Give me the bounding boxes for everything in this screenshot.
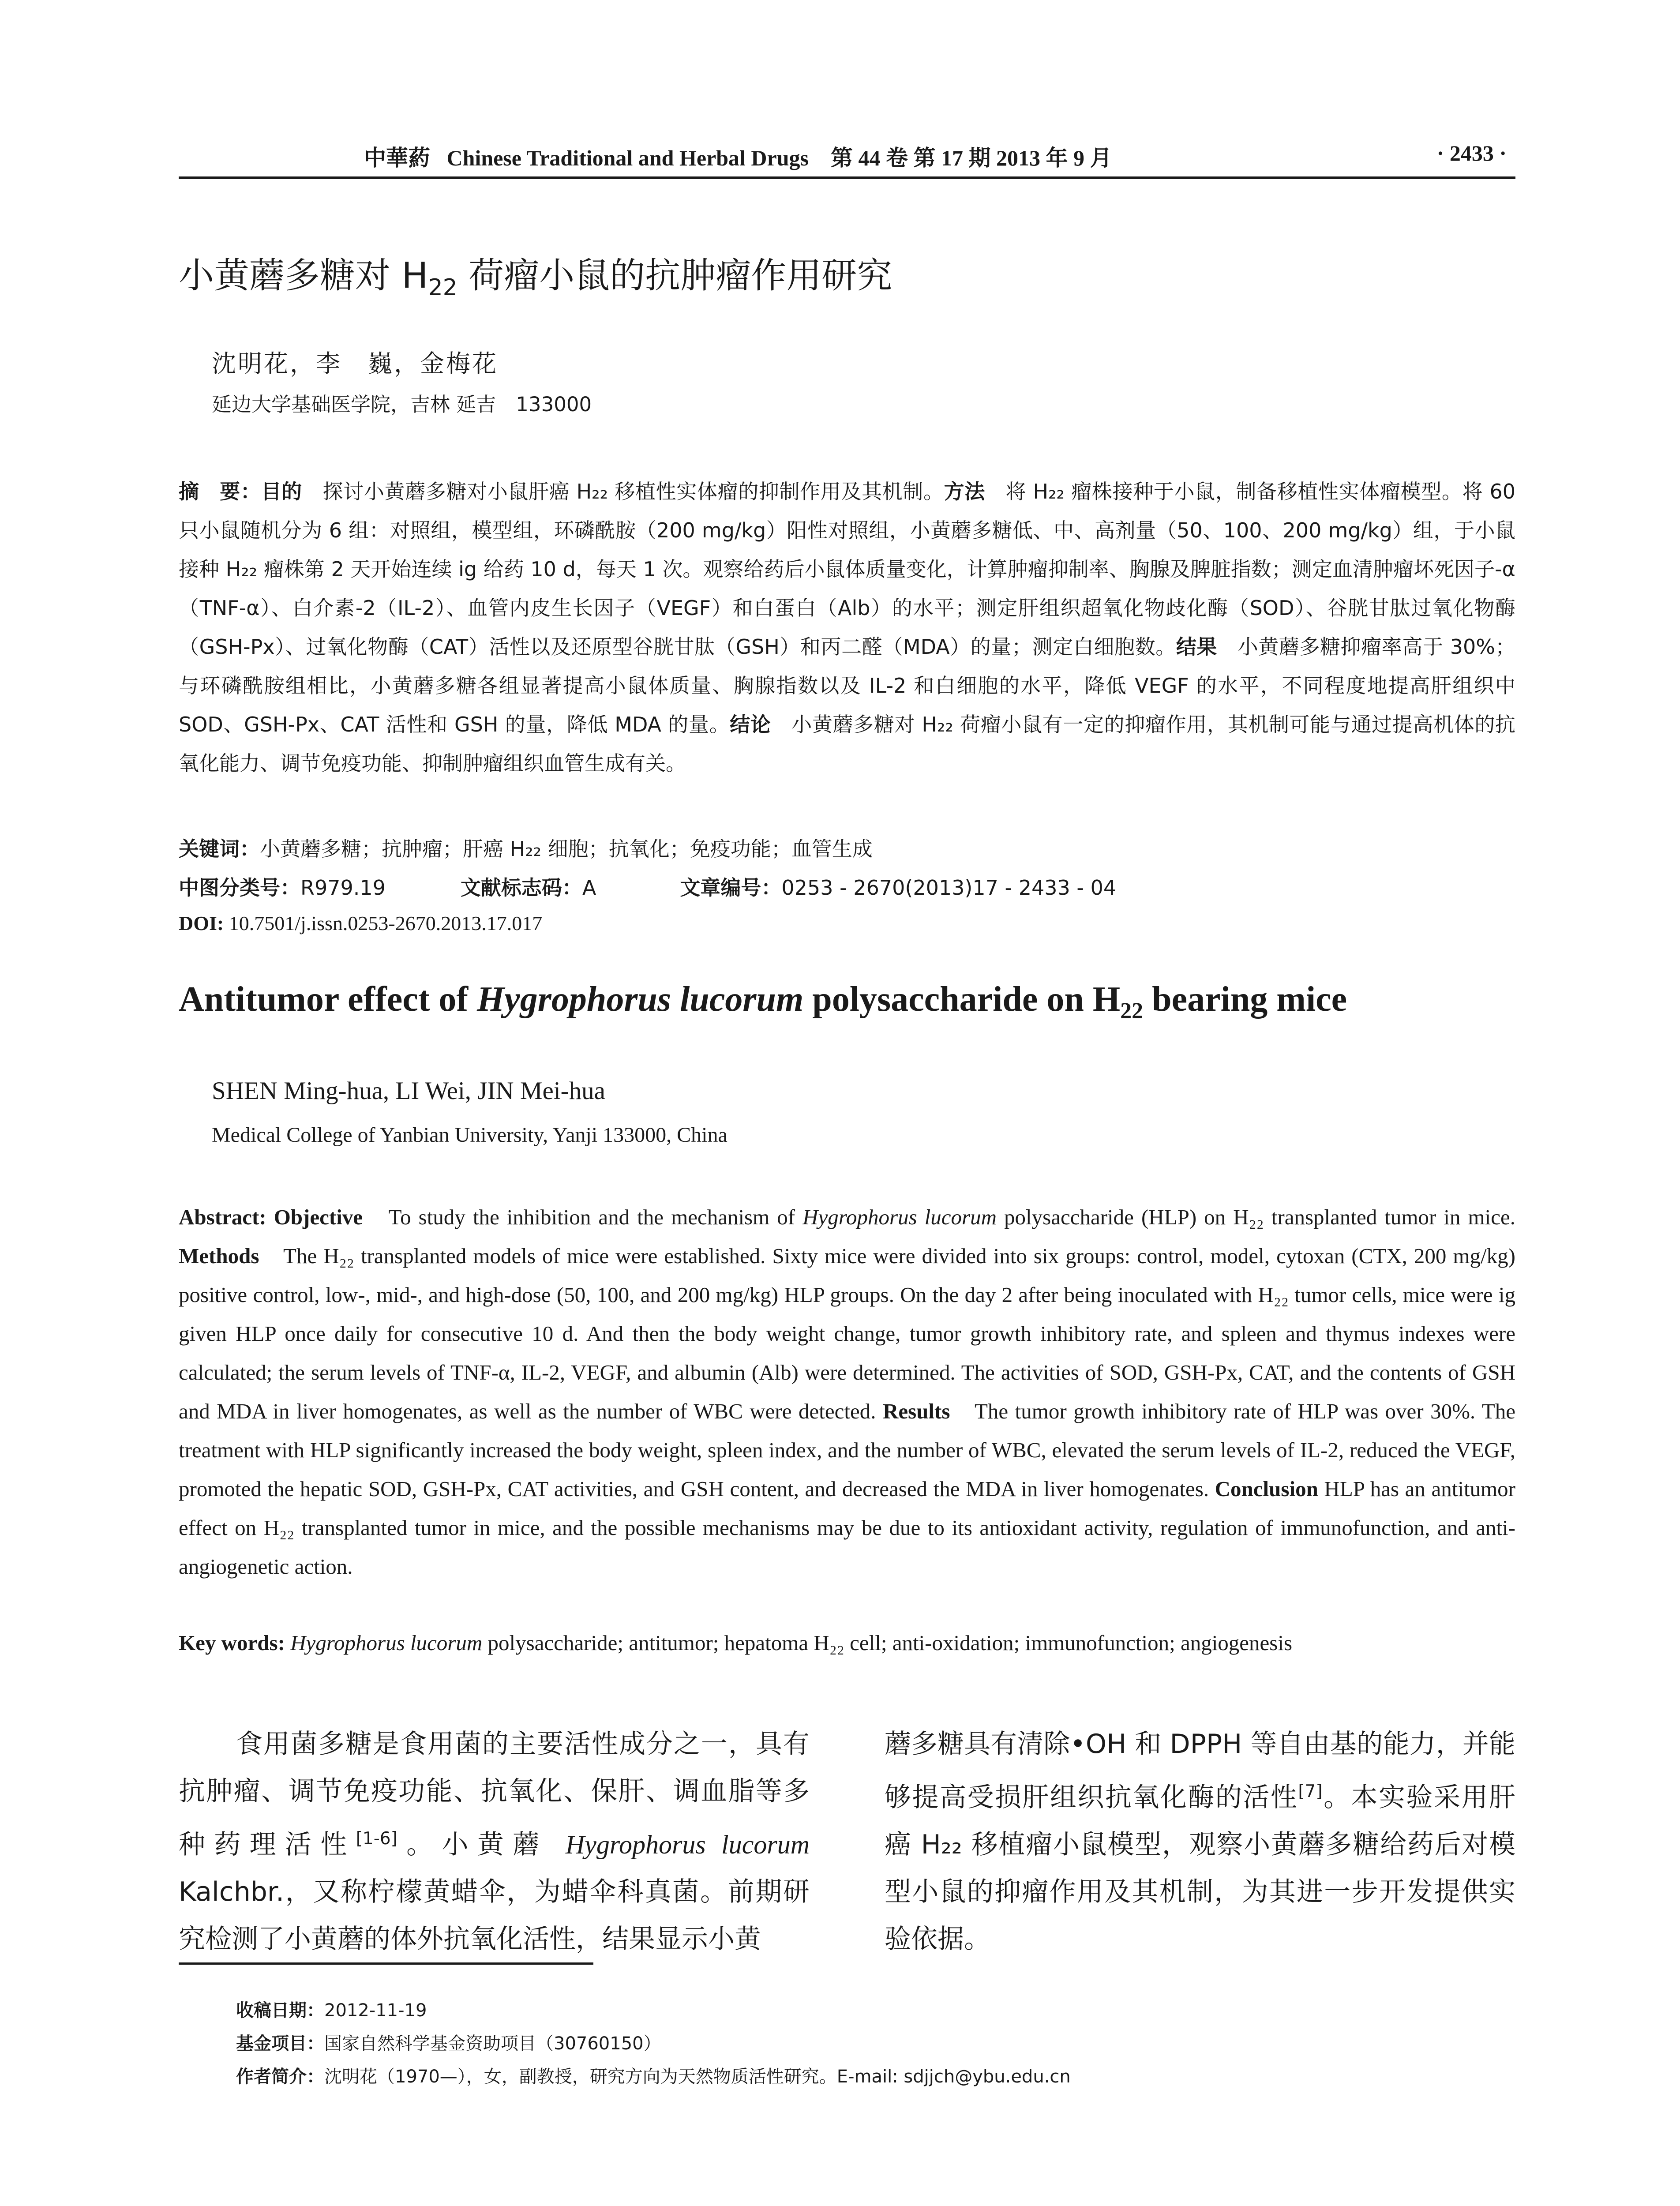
en-title-sub: 22: [1120, 998, 1144, 1024]
cn-objective-label: 目的: [261, 480, 302, 503]
en-abstract-label: Abstract: Objective: [179, 1205, 363, 1229]
cn-conclusion-label: 结论: [730, 713, 771, 736]
cn-results-label: 结果: [1176, 635, 1218, 659]
body-column-left: [179, 1721, 810, 1963]
en-objective-species: Hygrophorus lucorum: [802, 1205, 997, 1229]
body-text: 。小黄蘑: [397, 1829, 566, 1860]
body-text: Kalchbr.，又称柠檬黄蜡伞，为蜡伞科真菌。前期研究检测了小黄蘑的体外抗氧化活性，结果显示小黄: [179, 1876, 810, 1955]
citation-ref: [7]: [1298, 1782, 1323, 1801]
cn-results-text: 小黄蘑多糖抑瘤率高于 30%；与环磷酰胺组相比，小黄蘑多糖各组显著提高小鼠体质量、胸腺指数以及 IL-2 和白细胞的水平，降低 VEGF 的水平，不同程度地提高肝组织中 SOD、GSH-Px、CAT 活性和 GSH 的量，降低 MDA 的量。: [179, 635, 1515, 736]
cn-objective-text: 探讨小黄蘑多糖对小鼠肝癌 H₂₂ 移植性实体瘤的抑制作用及其机制。: [302, 480, 944, 503]
journal-cn-logo: 中華葯: [364, 146, 430, 170]
journal-en-name: Chinese Traditional and Herbal Drugs: [446, 146, 809, 170]
en-objective-text: To study the inhibition and the mechanism of: [363, 1205, 803, 1229]
en-keywords-label: Key words:: [179, 1631, 285, 1655]
cn-authors: 沈明花，李 巍，金梅花: [212, 349, 499, 378]
en-keywords-text: polysaccharide; antitumor; hepatoma H₂₂ cell; anti-oxidation; immunofunction; angiogenesis: [482, 1631, 1293, 1655]
doi-value: 10.7501/j.issn.0253-2670.2013.17.017: [224, 912, 543, 934]
received-label: 收稿日期：: [236, 2000, 324, 2021]
fund-text: 国家自然科学基金资助项目（30760150）: [324, 2033, 661, 2054]
issue-info: 第 44 卷 第 17 期 2013 年 9 月: [830, 146, 1112, 170]
cn-methods-label: 方法: [944, 480, 985, 503]
en-title-part: Antitumor effect of: [179, 980, 477, 1019]
cn-clc: R979.19: [300, 876, 386, 900]
en-keywords-species: Hygrophorus lucorum: [285, 1631, 483, 1655]
body-column-right: [885, 1721, 1515, 1963]
en-methods-text: The H₂₂ transplanted models of mice were established. Sixty mice were divided into six groups: control, model, cytoxan (CTX, 200 mg/kg) positive control, low-, mid-, and high-dose (50, 100, and 200 mg/kg) HLP groups. On the day 2 after being inoculated with H₂₂ tumor cells, mice were ig given HLP once daily for consecutive 10 d. And then the body weight change, tumor growth inhibitory rate, and spleen and thymus indexes were calculated; the serum levels of TNF-α, IL-2, VEGF, and albumin (Alb) were determined. The activities of SOD, GSH-Px, CAT, and the contents of GSH and MDA in liver homogenates, as well as the number of WBC were detected.: [179, 1244, 1515, 1423]
body-text: 食用菌多糖是食用菌的主要活性成分之一，具有抗肿瘤、调节免疫功能、抗氧化、保肝、调血脂等多种药理活性: [179, 1729, 810, 1860]
en-results-text: The tumor growth inhibitory rate of HLP was over 30%. The treatment with HLP significantly increased the body weight, spleen index, and the number of WBC, elevated the serum levels of IL-2, reduced the VEGF, promoted the hepatic SOD, GSH-Px, CAT activities, and GSH content, and decreased the MDA in liver homogenates.: [179, 1399, 1515, 1501]
cn-article-no: 0253 - 2670(2013)17 - 2433 - 04: [781, 876, 1117, 900]
page-number: · 2433 ·: [1436, 141, 1507, 165]
en-authors: SHEN Ming-hua, LI Wei, JIN Mei-hua: [212, 1077, 605, 1105]
cn-title: [179, 247, 892, 301]
header-rule: [179, 176, 1515, 179]
en-conclusion-text: HLP has an antitumor effect on H₂₂ transplanted tumor in mice, and the possible mechanisms may be due to its antioxidant activity, regulation of immunofunction, and anti-angiogenetic action.: [179, 1477, 1515, 1579]
cn-title-part: 小黄蘑多糖对 H: [179, 255, 428, 296]
cn-classification: [179, 872, 1116, 901]
cn-methods-text: 将 H₂₂ 瘤株接种于小鼠，制备移植性实体瘤模型。将 60 只小鼠随机分为 6 组：对照组，模型组，环磷酰胺（200 mg/kg）阳性对照组，小黄蘑多糖低、中、高剂量（50、100、200 mg/kg）组，于小鼠接种 H₂₂ 瘤株第 2 天开始连续 ig 给药 10 d，每天 1 次。观察给药后小鼠体质量变化，计算肿瘤抑制率、胸腺及脾脏指数；测定血清肿瘤坏死因子-α（TNF-α）、白介素-2（IL-2）、血管内皮生长因子（VEGF）和白蛋白（Alb）的水平；测定肝组织超氧化物歧化酶（SOD）、谷胱甘肽过氧化物酶（GSH-Px）、过氧化物酶（CAT）活性以及还原型谷胱甘肽（GSH）和丙二醛（MDA）的量；测定白细胞数。: [179, 480, 1516, 659]
citation-ref: [1-6]: [356, 1829, 398, 1849]
body-species: Hygrophorus lucorum: [565, 1830, 810, 1859]
cn-conclusion-text: 小黄蘑多糖对 H₂₂ 荷瘤小鼠有一定的抑瘤作用，其机制可能与通过提高机体的抗氧化能力、调节免疫功能、抑制肿瘤组织血管生成有关。: [179, 713, 1516, 775]
journal-line: [364, 140, 1112, 172]
en-methods-label: Methods: [179, 1244, 259, 1268]
author-text: 沈明花（1970—），女，副教授，研究方向为天然物质活性研究。E-mail: sdjjch@ybu.edu.cn: [324, 2067, 1071, 2087]
footnote-rule: [179, 1962, 593, 1965]
en-objective-text: polysaccharide (HLP) on H₂₂ transplanted tumor in mice.: [997, 1205, 1516, 1229]
cn-title-part: 荷瘤小鼠的抗肿瘤作用研究: [457, 255, 892, 296]
en-conclusion-label: Conclusion: [1215, 1477, 1318, 1501]
en-title-part: bearing mice: [1143, 980, 1347, 1019]
received-date: 2012-11-19: [324, 2000, 427, 2021]
cn-article-label: 文章编号：: [680, 876, 782, 900]
cn-keywords: [179, 833, 873, 862]
cn-abstract: [179, 472, 1515, 783]
cn-doccode-label: 文献标志码：: [460, 876, 582, 900]
footnote-received: [236, 1996, 427, 2022]
en-title: [179, 979, 1347, 1024]
en-results-label: Results: [882, 1399, 950, 1423]
author-label: 作者简介：: [236, 2067, 324, 2087]
footnote-author: [236, 2063, 1071, 2088]
cn-keywords-label: 关键词：: [179, 837, 260, 861]
cn-title-sub: 22: [428, 274, 458, 301]
en-keywords: [179, 1630, 1515, 1655]
en-title-part: polysaccharide on H: [803, 980, 1121, 1019]
cn-clc-label: 中图分类号：: [179, 876, 300, 900]
running-header: [179, 140, 1515, 176]
doi-label: DOI:: [179, 912, 224, 934]
body-text: 蘑多糖具有清除•OH 和 DPPH 等自由基的能力，并能够提高受损肝组织抗氧化酶的活性: [885, 1729, 1515, 1813]
cn-affiliation: 延边大学基础医学院，吉林 延吉 133000: [212, 393, 592, 416]
en-affiliation: Medical College of Yanbian University, Yanji 133000, China: [212, 1123, 728, 1147]
cn-abstract-label: 摘 要：: [179, 480, 261, 503]
en-title-species: Hygrophorus lucorum: [477, 980, 804, 1019]
footnote-fund: [236, 2030, 661, 2055]
doi-line: [179, 912, 542, 935]
cn-keywords-text: 小黄蘑多糖；抗肿瘤；肝癌 H₂₂ 细胞；抗氧化；免疫功能；血管生成: [260, 837, 873, 861]
cn-doccode: A: [582, 876, 596, 900]
fund-label: 基金项目：: [236, 2033, 324, 2054]
body-text: 。本实验采用肝癌 H₂₂ 移植瘤小鼠模型，观察小黄蘑多糖给药后对模型小鼠的抑瘤作用及其机制，为其进一步开发提供实验依据。: [885, 1782, 1516, 1955]
en-abstract: [179, 1198, 1515, 1586]
